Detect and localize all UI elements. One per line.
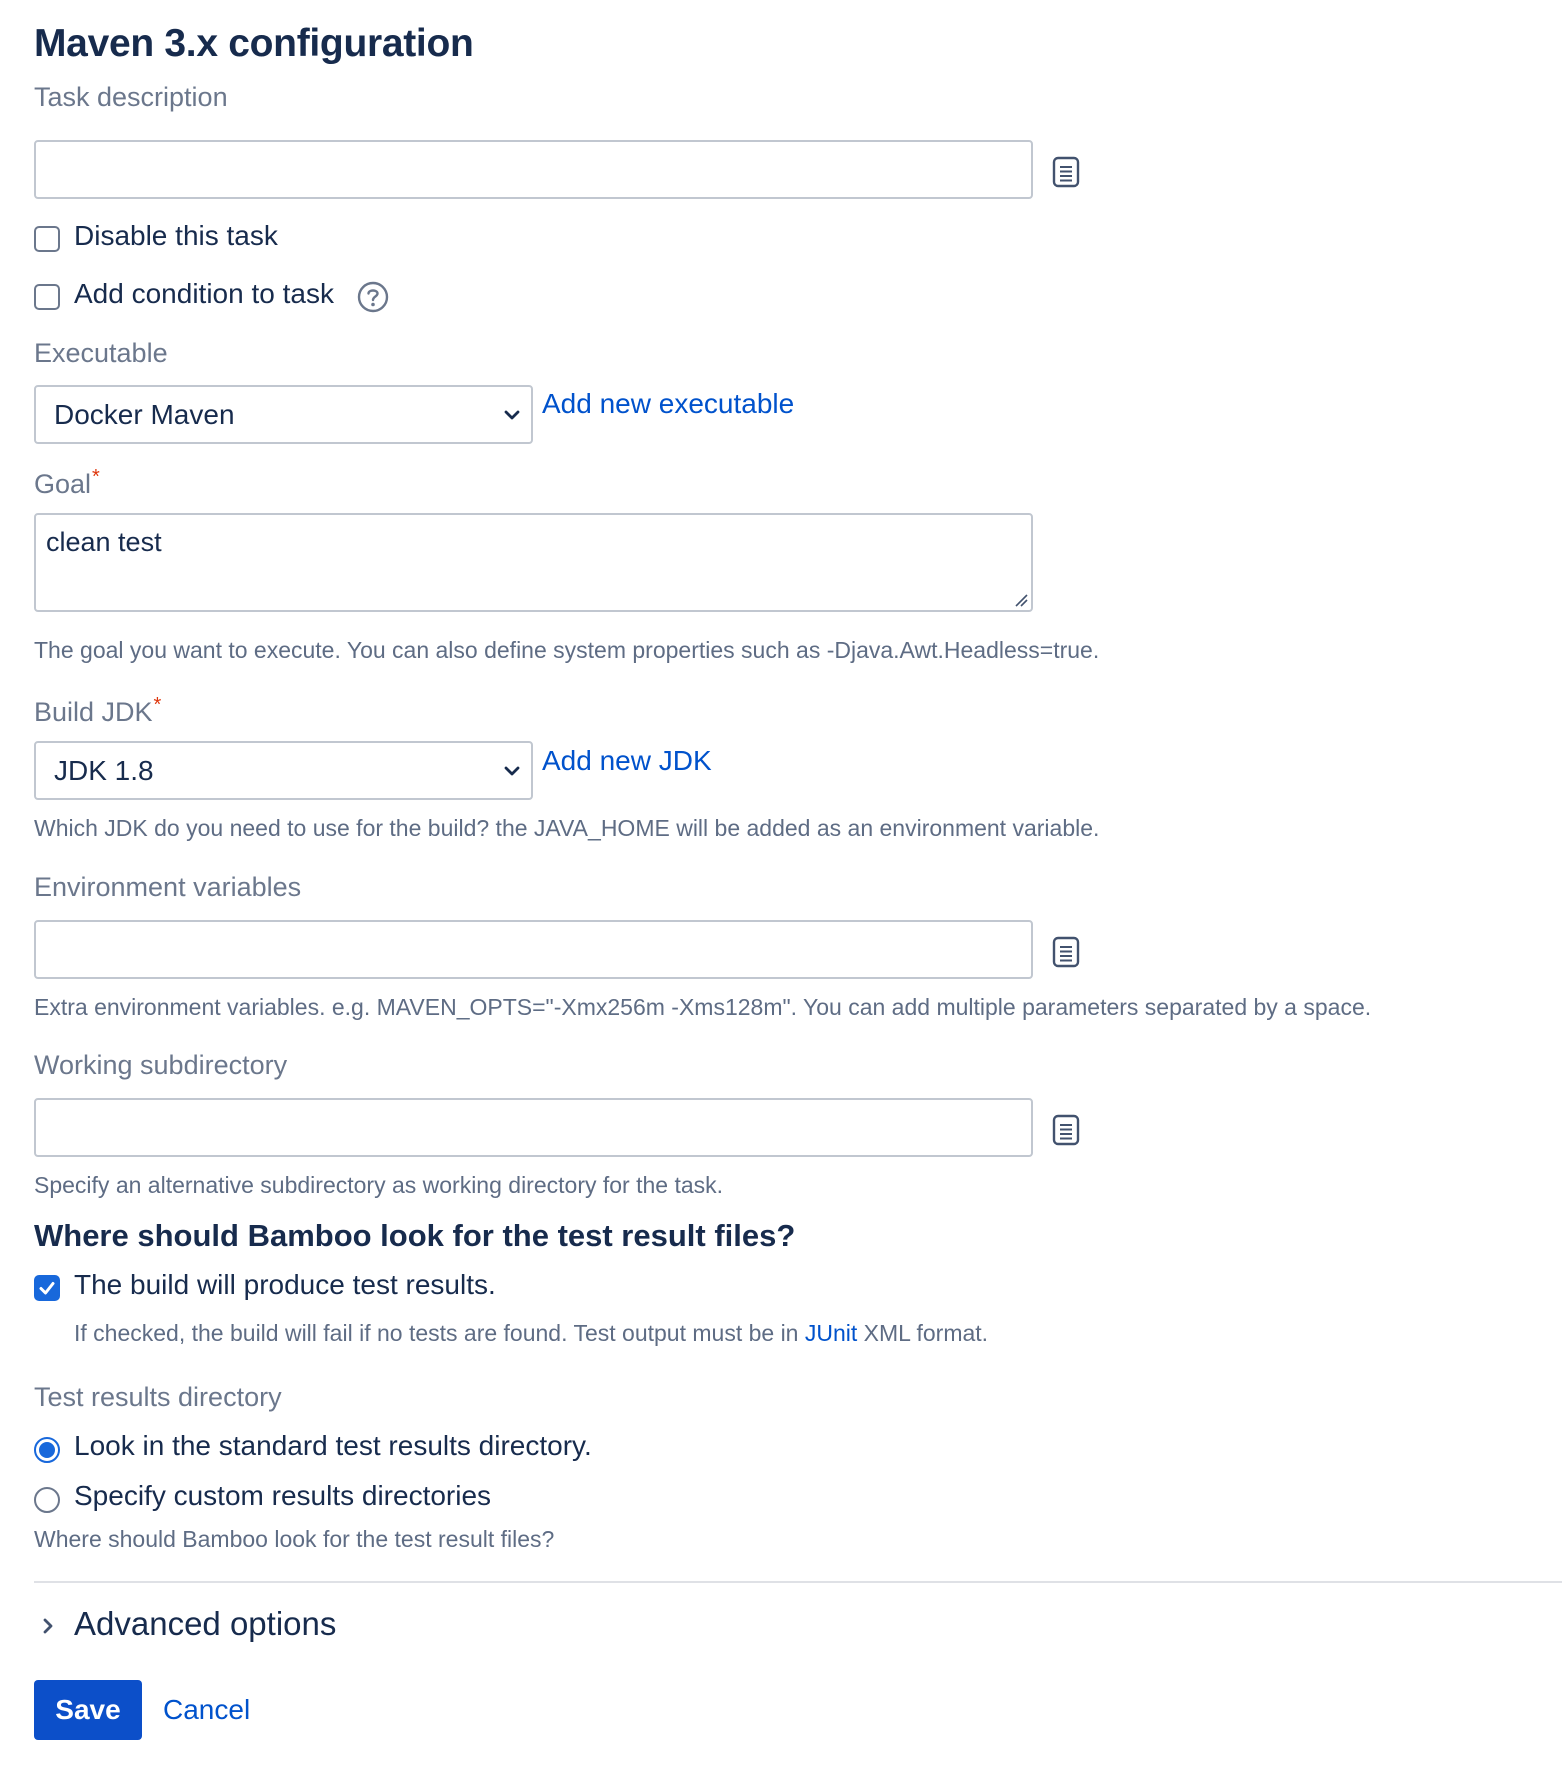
executable-label: Executable: [34, 338, 168, 368]
help-circle-icon[interactable]: [356, 280, 390, 319]
produce-test-results-help: [74, 1320, 988, 1347]
custom-results-label[interactable]: Specify custom results directories: [74, 1480, 492, 1511]
goal-label-text: Goal: [34, 469, 92, 499]
task-description-label: Task description: [34, 82, 228, 112]
executable-selected-value: Docker Maven: [54, 399, 235, 430]
test-results-heading: Where should Bamboo look for the test result files?: [34, 1218, 796, 1253]
chevron-down-icon: [503, 406, 521, 424]
add-condition-checkbox[interactable]: [34, 284, 60, 310]
goal-help-text: The goal you want to execute. You can also define system properties such as -Djava.Awt.Headless=true.: [34, 637, 1100, 663]
required-marker: *: [92, 466, 100, 488]
working-subdir-help-text: Specify an alternative subdirectory as working directory for the task.: [34, 1172, 724, 1198]
custom-results-radio[interactable]: [34, 1487, 60, 1513]
build-jdk-help-text: Which JDK do you need to use for the build? the JAVA_HOME will be added as an environment variable.: [34, 815, 1100, 841]
checkmark-icon: [36, 1277, 58, 1299]
build-jdk-select[interactable]: [34, 741, 533, 800]
build-jdk-selected-value: JDK 1.8: [54, 755, 154, 786]
standard-results-radio[interactable]: [34, 1437, 60, 1463]
resize-grip-icon[interactable]: [1012, 591, 1028, 607]
produce-help-prefix: If checked, the build will fail if no tests are found. Test output must be in: [74, 1320, 805, 1346]
produce-test-results-checkbox[interactable]: [34, 1275, 60, 1301]
env-vars-label: Environment variables: [34, 872, 302, 902]
env-vars-input[interactable]: [34, 920, 1033, 979]
working-subdir-label: Working subdirectory: [34, 1050, 288, 1080]
executable-select[interactable]: [34, 385, 533, 444]
produce-test-results-label[interactable]: The build will produce test results.: [74, 1269, 496, 1300]
junit-link[interactable]: JUnit: [804, 1320, 858, 1346]
goal-value: clean test: [46, 527, 162, 557]
task-description-input[interactable]: [34, 140, 1033, 199]
variables-icon[interactable]: [1052, 156, 1080, 193]
build-jdk-label-text: Build JDK: [34, 697, 153, 727]
advanced-options-toggle[interactable]: Advanced options: [74, 1605, 337, 1642]
build-jdk-label: [34, 694, 161, 728]
page-title: Maven 3.x configuration: [34, 22, 474, 65]
standard-results-label[interactable]: Look in the standard test results directory.: [74, 1430, 592, 1461]
variables-icon[interactable]: [1052, 1114, 1080, 1151]
disable-task-checkbox[interactable]: [34, 226, 60, 252]
divider: [34, 1581, 1562, 1583]
required-marker: *: [153, 694, 162, 716]
variables-icon[interactable]: [1052, 936, 1080, 973]
add-condition-label[interactable]: Add condition to task: [74, 278, 334, 309]
add-new-executable-link[interactable]: Add new executable: [542, 388, 795, 419]
env-vars-help-text: Extra environment variables. e.g. MAVEN_OPTS="-Xmx256m -Xms128m". You can add multiple parameters separated by a space.: [34, 994, 1372, 1020]
chevron-right-icon[interactable]: [40, 1615, 56, 1642]
goal-label: [34, 466, 100, 500]
goal-textarea[interactable]: [34, 513, 1033, 612]
produce-help-suffix: XML format.: [857, 1320, 989, 1346]
add-new-jdk-link[interactable]: Add new JDK: [542, 745, 712, 776]
chevron-down-icon: [503, 762, 521, 780]
test-results-dir-help: Where should Bamboo look for the test result files?: [34, 1526, 555, 1552]
save-button[interactable]: Save: [34, 1680, 142, 1740]
test-results-dir-label: Test results directory: [34, 1382, 282, 1412]
disable-task-label[interactable]: Disable this task: [74, 220, 278, 251]
working-subdir-input[interactable]: [34, 1098, 1033, 1157]
cancel-link[interactable]: Cancel: [163, 1694, 251, 1725]
